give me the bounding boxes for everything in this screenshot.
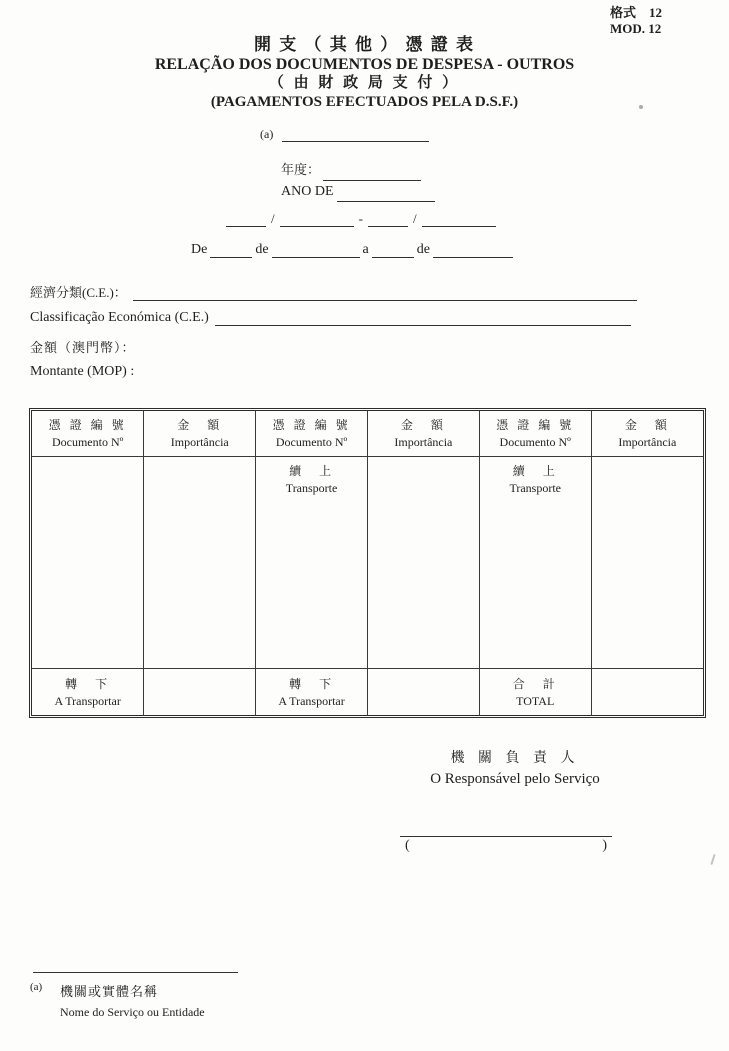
footnote-block <box>30 972 238 1020</box>
economic-classification-row-zh <box>30 282 637 301</box>
date-day-to-blank <box>372 242 414 258</box>
date-word-de1: De <box>191 242 208 257</box>
footnote-row <box>30 981 238 1000</box>
period-year-from-blank <box>280 211 354 227</box>
footnote-text-zh: 機關或實體名稱 <box>60 984 159 999</box>
col-header-documento-3: 憑 證 編 號 Documento Nº <box>479 411 591 457</box>
footnote-text-pt: Nome do Serviço ou Entidade <box>60 1005 205 1019</box>
period-month-from-blank <box>226 211 266 227</box>
title-zh-main: 開 支 （ 其 他 ） 憑 證 表 <box>254 35 475 54</box>
scan-artifact-dot <box>639 105 643 109</box>
footer-cell-amt-3 <box>591 669 703 716</box>
table-header-row <box>32 411 703 457</box>
col-header-importancia-2: 金 額 Importância <box>367 411 479 457</box>
col-header-importancia-3: 金 額 Importância <box>591 411 703 457</box>
period-dash: - <box>358 211 363 226</box>
footnote-rule <box>33 972 238 973</box>
economic-classification-row-pt <box>30 308 631 326</box>
entity-name-blank-line <box>282 126 429 142</box>
table-body-row <box>32 457 703 669</box>
date-word-a: a <box>362 242 369 257</box>
amount-label-zh: 金額（澳門幣）： <box>30 340 136 355</box>
col-header-importancia-1: 金 額 Importância <box>144 411 256 457</box>
date-word-de2: de <box>255 242 269 257</box>
year-blank-zh <box>323 165 421 181</box>
footer-cell-carry-forward-2: 轉 下 A Transportar <box>256 669 368 716</box>
signature-line <box>400 836 612 837</box>
ce-blank-zh <box>133 283 637 301</box>
title-pt-main: RELAÇÃO DOS DOCUMENTOS DE DESPESA - OUTROS <box>154 56 575 73</box>
date-month-from-blank <box>272 242 360 258</box>
year-blank-pt <box>337 186 435 202</box>
year-row-pt <box>281 181 435 202</box>
body-cell-amt-1 <box>144 457 256 669</box>
ce-label-pt: Classificação Económica (C.E.) <box>30 310 209 325</box>
period-year-to-blank <box>422 211 496 227</box>
title-zh-sub: （ 由 財 政 局 支 付 ） <box>268 75 461 91</box>
form-code <box>610 5 662 37</box>
footer-cell-total: 合 計 TOTAL <box>479 669 591 716</box>
year-field-block <box>281 159 435 202</box>
body-cell-amt-2 <box>367 457 479 669</box>
body-cell-doc-2-carry-over: 續 上 Transporte <box>256 457 368 669</box>
responsible-label-zh: 機 關 負 責 人 <box>450 751 580 766</box>
year-row-zh <box>281 159 435 181</box>
paren-open: ( <box>405 838 410 853</box>
amount-label-pt: Montante (MOP) : <box>30 364 135 379</box>
scan-artifact-mark <box>710 854 715 865</box>
date-month-to-blank <box>433 242 513 258</box>
body-cell-amt-3 <box>591 457 703 669</box>
period-field-row <box>226 211 496 227</box>
entity-name-field-row <box>260 126 429 142</box>
period-month-to-blank <box>368 211 408 227</box>
col-header-documento-1: 憑 證 編 號 Documento Nº <box>32 411 144 457</box>
table-footer-row <box>32 669 703 716</box>
ce-blank-pt <box>215 308 631 326</box>
period-slash1: / <box>271 211 275 226</box>
footer-cell-amt-1 <box>144 669 256 716</box>
body-cell-doc-1 <box>32 457 144 669</box>
form-title <box>0 35 729 111</box>
footer-cell-carry-forward-1: 轉 下 A Transportar <box>32 669 144 716</box>
period-slash2: / <box>412 211 417 226</box>
date-day-from-blank <box>210 242 252 258</box>
ce-label-zh: 經濟分類(C.E.)： <box>30 285 127 300</box>
year-label-pt: ANO DE <box>281 184 334 199</box>
year-label-zh: 年度： <box>281 162 321 177</box>
col-header-documento-2: 憑 證 編 號 Documento Nº <box>256 411 368 457</box>
title-pt-sub: (PAGAMENTOS EFECTUADOS PELA D.S.F.) <box>210 94 519 110</box>
responsible-official-block <box>390 749 640 789</box>
footnote-ref: (a) <box>30 981 43 993</box>
date-range-row <box>188 242 513 258</box>
signature-parentheses <box>400 838 612 854</box>
body-cell-doc-3-carry-over: 續 上 Transporte <box>479 457 591 669</box>
documents-table <box>29 408 706 718</box>
note-ref-label: (a) <box>260 127 274 141</box>
footer-cell-amt-2 <box>367 669 479 716</box>
form-code-zh: 格式 12 <box>610 5 663 20</box>
responsible-label-pt: O Responsável pelo Serviço <box>430 771 600 787</box>
paren-close: ) <box>602 838 607 853</box>
date-word-de3: de <box>416 242 430 257</box>
form-code-pt: MOD. 12 <box>610 21 662 36</box>
signature-block <box>400 836 612 854</box>
